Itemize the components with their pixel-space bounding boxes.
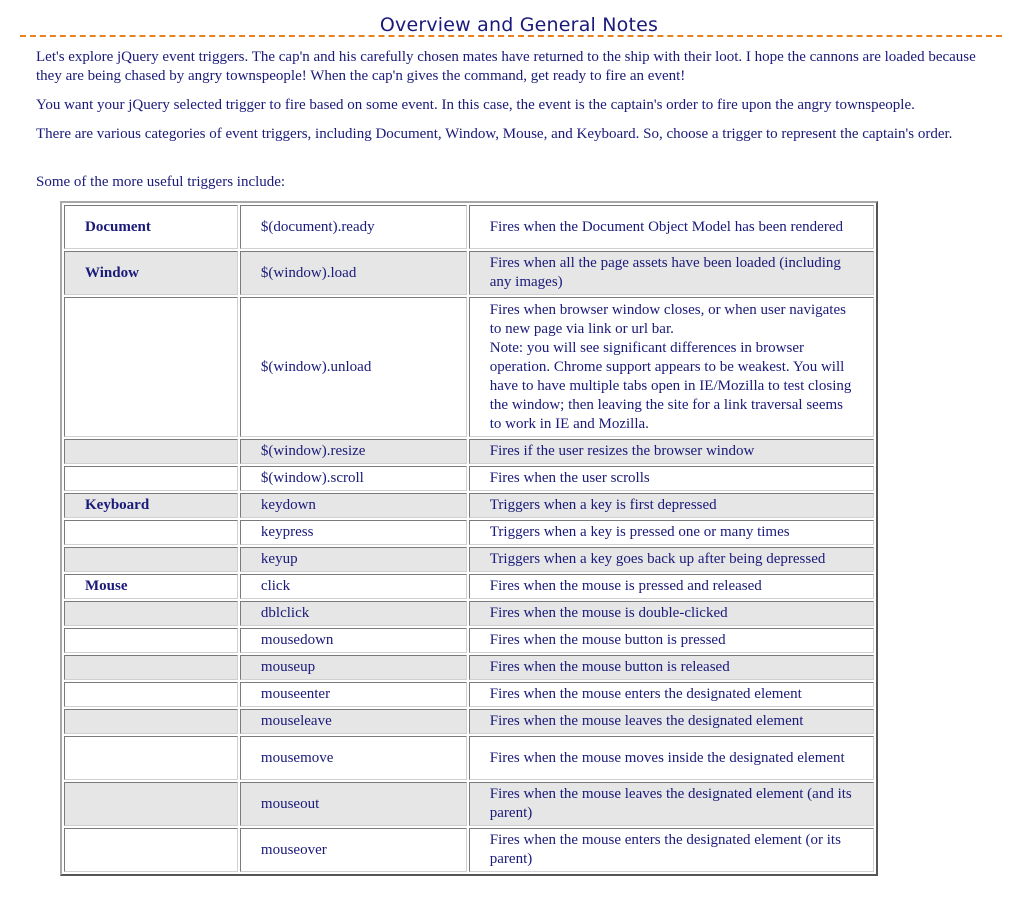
description-cell: Fires when the mouse enters the designated element (or its parent) <box>469 828 874 872</box>
category-cell: Window <box>64 251 238 295</box>
trigger-cell: keypress <box>240 520 467 545</box>
category-cell <box>64 709 238 734</box>
description-cell: Triggers when a key is pressed one or many times <box>469 520 874 545</box>
title-divider <box>20 35 1002 37</box>
trigger-cell: keydown <box>240 493 467 518</box>
trigger-cell: mousedown <box>240 628 467 653</box>
trigger-cell: $(window).resize <box>240 439 467 464</box>
table-row <box>64 574 874 599</box>
intro-paragraph: Let's explore jQuery event triggers. The cap'n and his carefully chosen mates have returned to the ship with their loot. I hope the cannons are loaded because they are being chased by angry townspeople! When the cap'n gives the command, get ready to fire an event! <box>36 49 976 84</box>
description-cell: Fires when the mouse leaves the designated element <box>469 709 874 734</box>
trigger-paragraph: You want your jQuery selected trigger to fire based on some event. In this case, the event is the captain's order to fire upon the angry townspeople. <box>36 97 915 113</box>
description-cell: Fires when the user scrolls <box>469 466 874 491</box>
category-cell <box>64 736 238 780</box>
category-cell <box>64 547 238 572</box>
table-row <box>64 297 874 437</box>
useful-triggers-paragraph: Some of the more useful triggers include: <box>36 174 286 190</box>
category-cell: Mouse <box>64 574 238 599</box>
trigger-cell: mousemove <box>240 736 467 780</box>
description-text: Fires when browser window closes, or when user navigates to new page via link or url bar. <box>489 301 846 337</box>
category-cell <box>64 828 238 872</box>
category-cell <box>64 439 238 464</box>
description-cell: Fires when all the page assets have been loaded (including any images) <box>469 251 874 295</box>
table-row <box>64 547 874 572</box>
trigger-cell: keyup <box>240 547 467 572</box>
description-cell: Fires when the Document Object Model has been rendered <box>469 205 874 249</box>
table-row <box>64 466 874 491</box>
trigger-cell: mouseup <box>240 655 467 680</box>
category-cell <box>64 520 238 545</box>
table-row <box>64 709 874 734</box>
table-row <box>64 736 874 780</box>
table-row <box>64 251 874 295</box>
table-row <box>64 782 874 826</box>
category-cell <box>64 466 238 491</box>
page-title: Overview and General Notes <box>379 14 659 36</box>
table-row <box>64 520 874 545</box>
description-cell <box>469 297 874 437</box>
description-cell: Fires when the mouse is pressed and released <box>469 574 874 599</box>
table-row <box>64 828 874 872</box>
category-cell <box>64 682 238 707</box>
trigger-cell: $(window).load <box>240 251 467 295</box>
description-cell: Triggers when a key is first depressed <box>469 493 874 518</box>
category-cell: Keyboard <box>64 493 238 518</box>
trigger-cell: $(window).unload <box>240 297 467 437</box>
description-cell: Fires when the mouse leaves the designated element (and its parent) <box>469 782 874 826</box>
trigger-cell: mouseleave <box>240 709 467 734</box>
table-row <box>64 205 874 249</box>
table-row <box>64 439 874 464</box>
description-cell: Triggers when a key goes back up after being depressed <box>469 547 874 572</box>
description-note: Note: you will see significant differences in browser operation. Chrome support appears to be weakest. You will have to have multiple tabs open in IE/Mozilla to test closing the window; then leaving the site for a link traversal seems to work in IE and Mozilla. <box>489 339 852 432</box>
table-row <box>64 682 874 707</box>
triggers-table <box>60 201 878 876</box>
description-cell: Fires when the mouse is double-clicked <box>469 601 874 626</box>
trigger-cell: mouseenter <box>240 682 467 707</box>
category-cell: Document <box>64 205 238 249</box>
description-cell: Fires when the mouse button is released <box>469 655 874 680</box>
trigger-cell: mouseout <box>240 782 467 826</box>
description-cell: Fires if the user resizes the browser window <box>469 439 874 464</box>
trigger-cell: click <box>240 574 467 599</box>
category-cell <box>64 782 238 826</box>
table-row <box>64 493 874 518</box>
categories-paragraph: There are various categories of event triggers, including Document, Window, Mouse, and Keyboard. So, choose a trigger to represent the captain's order. <box>36 126 953 142</box>
description-cell: Fires when the mouse button is pressed <box>469 628 874 653</box>
trigger-cell: dblclick <box>240 601 467 626</box>
trigger-cell: $(document).ready <box>240 205 467 249</box>
trigger-cell: $(window).scroll <box>240 466 467 491</box>
category-cell <box>64 655 238 680</box>
trigger-cell: mouseover <box>240 828 467 872</box>
description-cell: Fires when the mouse moves inside the designated element <box>469 736 874 780</box>
description-cell: Fires when the mouse enters the designated element <box>469 682 874 707</box>
category-cell <box>64 628 238 653</box>
table-row <box>64 628 874 653</box>
category-cell <box>64 297 238 437</box>
table-row <box>64 655 874 680</box>
table-row <box>64 601 874 626</box>
category-cell <box>64 601 238 626</box>
